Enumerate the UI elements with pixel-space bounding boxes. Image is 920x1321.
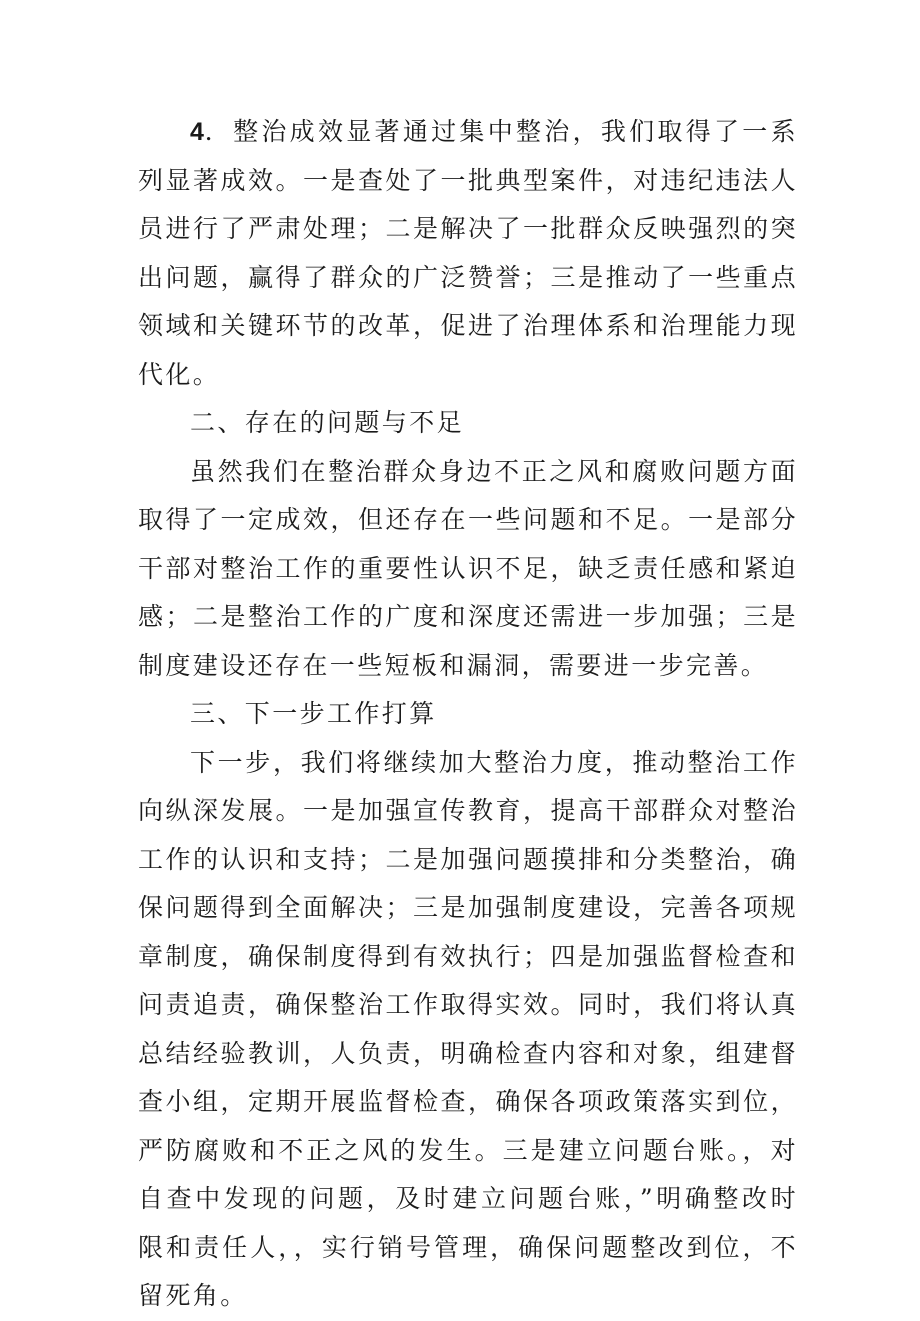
heading-next-steps: 三、下一步工作打算 [190, 699, 437, 728]
paragraph-next-steps: 下一步，我们将继续加大整治力度，推动整治工作向纵深发展。一是加强宣传教育，提高干部群众对整治工作的认识和支持；二是加强问题摸排和分类整治，确保问题得到全面解决；三是加强制度建设，完善各项规章制度，确保制度得到有效执行；四是加强监督检查和问责追责，确保整治工作取得实效。同时，我们将认真总结经验教训，人负责，明确检查内容和对象，组建督查小组，定期开展监督检查，确保各项政策落实到位，严防腐败和不正之风的发生。三是建立问题台账。，对自查中发现的问题，及时建立问题台账，”明确整改时限和责任人，，实行销号管理，确保问题整改到位，不留死角。 [138, 747, 798, 1310]
paragraph-section-4 [138, 108, 798, 399]
section-4-text: ．整治成效显著通过集中整治，我们取得了一系列显著成效。一是查处了一批典型案件，对违纪违法人员进行了严肃处理；二是解决了一批群众反映强烈的突出问题，赢得了群众的广泛赞誉；三是推动了一些重点领域和关键环节的改革，促进了治理体系和治理能力现代化。 [138, 117, 798, 389]
document-body [138, 108, 798, 1321]
section-number: 4 [190, 118, 204, 146]
heading-problems: 二、存在的问题与不足 [190, 408, 465, 437]
paragraph-problems: 虽然我们在整治群众身边不正之风和腐败问题方面取得了一定成效，但还存在一些问题和不足。一是部分干部对整治工作的重要性认识不足，缺乏责任感和紧迫感；二是整治工作的广度和深度还需进一步加强；三是制度建设还存在一些短板和漏洞，需要进一步完善。 [138, 456, 798, 680]
